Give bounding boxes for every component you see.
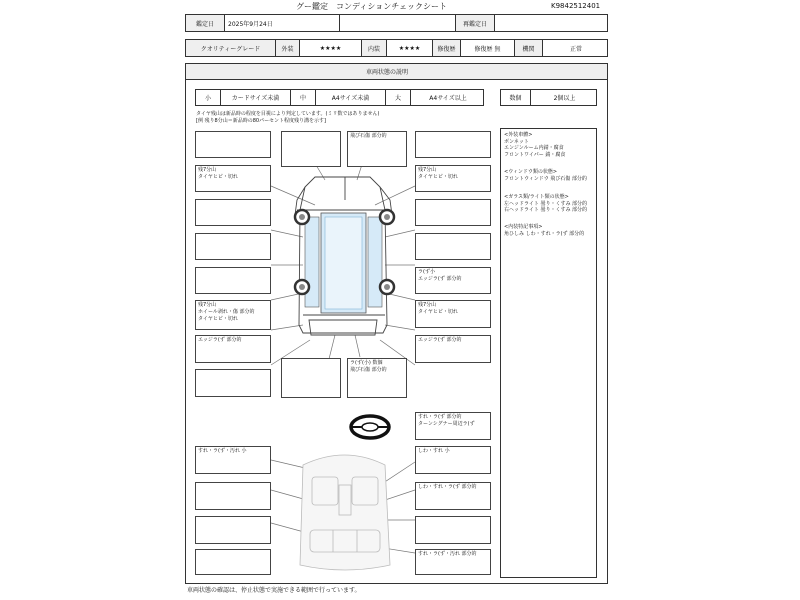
kantei-date-label: 鑑定日	[186, 15, 225, 31]
label-box-interior-left-3	[195, 516, 271, 544]
label-text: タイヤヒビ・切れ	[198, 316, 238, 322]
engine-label: 機関	[515, 40, 543, 56]
label-box-interior-right-2	[415, 482, 491, 510]
label-text: すれ・ラ(ず 部分的	[418, 414, 462, 420]
sheet-title: グー鑑定 コンディションチェックシート	[296, 2, 447, 11]
label-box-right-3	[415, 233, 491, 260]
label-box-left-4	[195, 267, 271, 294]
label-text: タイヤヒビ・切れ	[198, 174, 238, 180]
roof-glass-inner	[325, 217, 362, 309]
notes-item: 右ヘッドライト 曇り・くすみ 部分的	[504, 207, 588, 213]
label-box-left-tire-rear	[195, 300, 271, 330]
repair-label: 修復歴	[433, 40, 461, 56]
label-box-left-1	[195, 131, 271, 158]
label-box-left-2	[195, 199, 271, 226]
label-box-steering	[415, 412, 491, 440]
label-box-bottom-center	[347, 358, 407, 398]
re-kantei-label: 再鑑定日	[456, 15, 495, 31]
notes-section-3	[504, 194, 587, 214]
label-box-right-tire-rear	[415, 300, 491, 328]
size-large: 大	[386, 90, 411, 105]
count-label: 数個	[501, 90, 531, 105]
label-box-interior-left	[195, 446, 271, 474]
label-box-left-edge	[195, 335, 271, 363]
interior-diagram	[300, 455, 390, 570]
front-right-hub	[384, 214, 390, 220]
label-text: すれ・ラ(ず・汚れ 部分的	[418, 551, 477, 557]
notes-item: フロントワイパー 錆・腐食	[504, 151, 566, 158]
footer-note: 車両状態の確認は、停止状態で実施できる範囲で行っています。	[187, 587, 361, 594]
label-text: エッジラ(ず 部分的	[418, 337, 462, 343]
notes-heading: <ガラス類/ライト類の状態>	[504, 194, 569, 200]
interior-stars: ★★★★	[387, 40, 433, 56]
kantei-date-value: 2025年9月24日	[225, 15, 340, 31]
label-box-left-tire-front	[195, 165, 271, 192]
label-text: 残7分山	[198, 302, 217, 308]
notes-section-4	[504, 224, 584, 237]
label-text: ラ(ず(小) 数個	[350, 360, 383, 366]
label-box-interior-left-2	[195, 482, 271, 510]
document-id: K9842512401	[551, 2, 601, 10]
notes-section-2	[504, 169, 587, 182]
label-text: ホイール剥れ・傷 部分的	[198, 309, 255, 315]
rear-right-hub	[384, 284, 390, 290]
label-box-interior-left-4	[195, 549, 271, 575]
notes-item: 左ヘッドライト 曇り・くすみ 部分的	[504, 200, 588, 207]
label-text: 残7分山	[198, 167, 217, 173]
blank-cell	[340, 15, 456, 31]
count-legend	[500, 89, 597, 106]
count-value: 2個以上	[553, 95, 576, 102]
tire-note-2: [例 残り8分山＝新品時の80パーセント程度残り溝を示す]	[196, 118, 326, 124]
section-title-bar	[186, 64, 607, 80]
label-text: 飛び石傷 部分的	[350, 133, 387, 139]
label-text: しわ・すれ・ラ(ず 部分的	[418, 484, 477, 490]
label-text: 飛び石傷 部分的	[350, 367, 387, 373]
engine-value: 正常	[569, 45, 582, 53]
notes-section-1	[504, 132, 565, 158]
label-text: エッジラ(ず 部分的	[198, 337, 242, 343]
label-box-right-tire-front	[415, 165, 491, 192]
repair-value: 修復歴 無	[461, 40, 515, 56]
notes-heading: <内装特記事項>	[504, 224, 543, 230]
notes-heading: <外装車體>	[504, 132, 533, 138]
label-text: ラ(ず小	[418, 269, 435, 275]
right-windows	[368, 217, 382, 307]
rear-left-hub	[299, 284, 305, 290]
exterior-stars: ★★★★	[300, 40, 362, 56]
notes-item: エンジンルーム内錆・腐食	[504, 145, 564, 151]
label-text: 残7分山	[418, 302, 437, 308]
quality-grade-label: クオリティーグレード	[186, 40, 276, 56]
label-text: すれ・ラ(ず・汚れ 小	[198, 448, 247, 454]
label-box-top-right	[347, 131, 407, 167]
tire-note-1: タイヤ残山は新品時の程度を目視により判定しています。(ミリ数ではありません)	[196, 111, 380, 117]
size-small-desc: カードサイズ未満	[221, 90, 291, 105]
label-box-right-mid	[415, 267, 491, 294]
section-title: 車両状態の説明	[366, 69, 409, 76]
notes-item: フロントウィンドウ 飛び石傷 部分的	[504, 175, 587, 182]
notes-item: 角ひしみ しわ・すれ・ラ(ず 部分的	[504, 230, 585, 237]
label-box-left-3	[195, 233, 271, 260]
size-large-desc: A4サイズ以上	[429, 95, 467, 102]
size-medium: 中	[291, 90, 316, 105]
size-small: 小	[196, 90, 221, 105]
notes-heading: <ウィンドウ類の状態>	[504, 169, 558, 175]
label-text: ターンシグナー周辺ラ(ず	[418, 421, 475, 427]
size-legend	[195, 89, 484, 106]
notes-item: ボンネット	[504, 138, 529, 145]
exterior-label: 外装	[276, 40, 300, 56]
label-text: しわ・すれ 小	[418, 448, 450, 454]
dates-row	[185, 14, 608, 32]
label-box-interior-right-4	[415, 516, 491, 544]
label-text: タイヤヒビ・切れ	[418, 309, 458, 315]
label-text: エッジラ(ず 部分的	[418, 276, 462, 282]
interior-label: 内装	[362, 40, 387, 56]
label-box-bottom-left	[281, 358, 341, 398]
label-box-right-2	[415, 199, 491, 226]
label-text: 残7分山	[418, 167, 437, 173]
steering-wheel-icon	[351, 416, 389, 438]
label-box-right-1	[415, 131, 491, 158]
label-box-interior-right-3	[415, 549, 491, 575]
label-box-right-edge	[415, 335, 491, 363]
front-left-hub	[299, 214, 305, 220]
left-windows	[305, 217, 319, 307]
label-box-top-center	[281, 131, 341, 167]
re-kantei-value	[495, 15, 611, 31]
size-medium-desc: A4サイズ未満	[316, 90, 386, 105]
notes-panel	[500, 128, 597, 578]
grade-row	[185, 39, 608, 57]
label-text: タイヤヒビ・切れ	[418, 174, 458, 180]
label-box-interior-right-1	[415, 446, 491, 474]
label-box-left-5	[195, 369, 271, 397]
